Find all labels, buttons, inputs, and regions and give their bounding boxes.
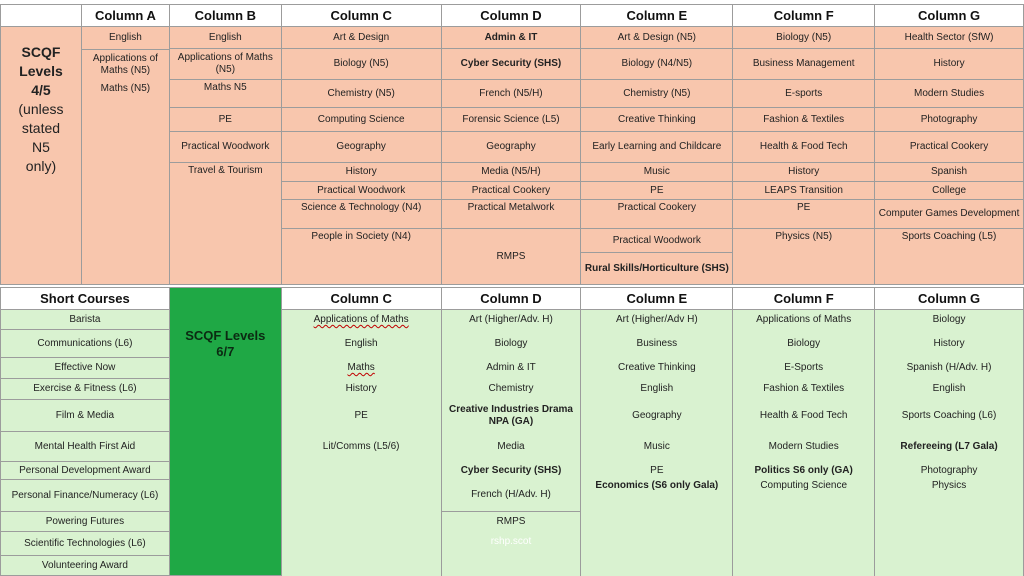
list-item: Cyber Security (SHS) [441,462,581,480]
list-item: Computing Science [281,108,441,132]
list-item: Maths (N5) [100,83,151,94]
list-item: Cyber Security (SHS) [441,49,581,80]
header-column-d: Column D [441,5,581,27]
list-item: Geography [581,400,733,432]
short-course-item: Powering Futures [1,512,170,532]
header-column-f: Column F [733,288,875,310]
list-item: Politics S6 only (GA) [733,462,875,480]
list-item: Biology [441,330,581,358]
list-item: Biology (N4/N5) [581,49,733,80]
header-column-e: Column E [581,5,733,27]
header-column-b: Column B [169,5,281,27]
list-item: English [875,379,1024,400]
list-item: Photography [875,462,1024,480]
list-item: Art & Design (N5) [581,27,733,49]
list-item: Maths N5 [169,80,281,108]
list-item: Modern Studies [875,80,1024,108]
list-item: Computer Games Development [875,200,1024,229]
list-item: French (H/Adv. H) [441,480,581,512]
list-item: Media (N5/H) [441,163,581,182]
column-a-list [81,27,169,285]
list-item: LEAPS Transition [733,182,875,200]
short-course-item: Volunteering Award [1,556,170,576]
list-item: Science & Technology (N4) [281,200,441,229]
short-course-item: Effective Now [1,358,170,379]
list-item: E-sports [733,80,875,108]
list-item: Business Management [733,49,875,80]
list-item: Practical Cookery [875,132,1024,163]
scqf-6-7-label: SCQF Levels 6/7 [169,288,281,576]
list-item: Biology [733,330,875,358]
list-item: Geography [281,132,441,163]
list-item: History [875,330,1024,358]
header-column-c: Column C [281,5,441,27]
list-item: Chemistry (N5) [581,80,733,108]
scqf-4-5-table [0,4,1024,285]
short-course-item: Mental Health First Aid [1,432,170,462]
list-item: Sports Coaching (L6) [875,400,1024,432]
short-course-item: Barista [1,310,170,330]
scqf-6-7-table [0,287,1024,576]
list-item: Practical Woodwork [581,229,733,253]
list-item: Biology (N5) [733,27,875,49]
list-item: History [733,163,875,182]
list-item: Admin & IT [441,358,581,379]
list-item: Forensic Science (L5) [441,108,581,132]
list-item: Art & Design [281,27,441,49]
list-item: Lit/Comms (L5/6) [281,432,441,462]
list-item: French (N5/H) [441,80,581,108]
header-column-e: Column E [581,288,733,310]
list-item: Physics [875,480,1024,576]
list-item: Creative Thinking [581,358,733,379]
list-item: Applications of Maths [733,310,875,330]
list-item: Geography [441,132,581,163]
list-item: Computing Science [733,480,875,576]
list-item: Modern Studies [733,432,875,462]
list-item: Art (Higher/Adv H) [581,310,733,330]
list-item: Sports Coaching (L5) [875,229,1024,285]
list-item: Practical Cookery [441,182,581,200]
list-item: Music [581,163,733,182]
list-item: English [169,27,281,49]
short-course-item: Film & Media [1,400,170,432]
watermark: rshp.scot [490,536,532,547]
list-item: RMPS [496,516,526,527]
list-item: English [581,379,733,400]
list-item: Photography [875,108,1024,132]
list-cell-empty [281,480,441,576]
list-item: English [281,330,441,358]
list-item: Health & Food Tech [733,132,875,163]
short-course-item: Personal Finance/Numeracy (L6) [1,480,170,512]
list-item: Applications of Maths (N5) [169,49,281,80]
list-item: Applications of Maths [281,310,441,330]
list-item: Health Sector (SfW) [875,27,1024,49]
scqf-level-label: SCQF Levels 4/5 (unless stated N5 only) [1,27,82,285]
list-item: Admin & IT [441,27,581,49]
short-course-item: Scientific Technologies (L6) [1,532,170,556]
list-item: RMPS [441,229,581,285]
list-item: PE [281,400,441,432]
list-item: PE [581,182,733,200]
list-item: History [281,379,441,400]
list-item: PE [169,108,281,132]
list-item: Fashion & Textiles [733,108,875,132]
list-item: Rural Skills/Horticulture (SHS) [581,253,733,285]
header-column-d: Column D [441,288,581,310]
header-column-g: Column G [875,5,1024,27]
list-item: Practical Metalwork [441,200,581,229]
list-item: History [281,163,441,182]
list-item: Early Learning and Childcare [581,132,733,163]
list-item: Economics (S6 only Gala) [581,480,733,576]
list-item: Fashion & Textiles [733,379,875,400]
list-item: English [109,32,142,43]
list-item: History [875,49,1024,80]
list-item: Business [581,330,733,358]
list-item: Music [581,432,733,462]
header-column-f: Column F [733,5,875,27]
list-item: Practical Cookery [581,200,733,229]
header-column-a: Column A [81,5,169,27]
corner-cell [1,5,82,27]
list-item: PE [733,200,875,229]
list-item: Art (Higher/Adv. H) [441,310,581,330]
list-item: Media [441,432,581,462]
list-item: Practical Woodwork [281,182,441,200]
list-item: Biology [875,310,1024,330]
list-cell-empty [281,462,441,480]
list-item: Biology (N5) [281,49,441,80]
header-column-c: Column C [281,288,441,310]
list-item: Creative Industries Drama NPA (GA) [441,400,581,432]
short-course-item: Exercise & Fitness (L6) [1,379,170,400]
list-item: Refereeing (L7 Gala) [875,432,1024,462]
list-item: Chemistry [441,379,581,400]
list-item: People in Society (N4) [281,229,441,285]
list-item: Spanish (H/Adv. H) [875,358,1024,379]
list-item: Spanish [875,163,1024,182]
list-item: College [875,182,1024,200]
list-item: Creative Thinking [581,108,733,132]
header-short-courses: Short Courses [1,288,170,310]
list-item: Practical Woodwork [169,132,281,163]
header-column-g: Column G [875,288,1024,310]
list-item: E-Sports [733,358,875,379]
list-item: Chemistry (N5) [281,80,441,108]
column-d-tail [441,512,581,576]
list-item: PE [581,462,733,480]
list-item: Maths [281,358,441,379]
list-item: Health & Food Tech [733,400,875,432]
short-course-item: Communications (L6) [1,330,170,358]
list-item: Physics (N5) [733,229,875,285]
list-item: Travel & Tourism [169,163,281,285]
list-item: Applications of Maths (N5) [82,49,169,80]
short-course-item: Personal Development Award [1,462,170,480]
